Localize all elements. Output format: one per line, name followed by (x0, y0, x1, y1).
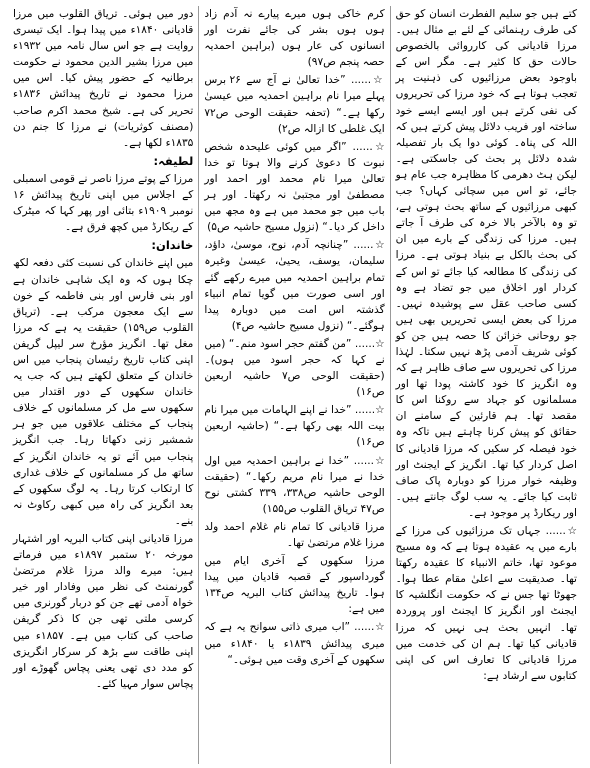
column-right (391, 6, 582, 764)
verse: کرم خاکی ہوں میرے پیارے نہ آدم زاد ہوں ہوں بشر کی جائے نفرت اور انسانوں کی عار ہوں (براہین احمدیہ حصہ پنجم ص۹۷) (204, 8, 385, 69)
paragraph: مرزا سکھوں کے آخری ایام میں گورداسپور کے قصبہ قادیان میں پیدا ہوا۔ تاریخ پیدائش کتاب البریہ ص۱۳۴ میں ہے: (204, 555, 385, 616)
paragraph: کتے ہیں جو سلیم الفطرت انسان کو حق کی طرف رہنمائی کے لئے بے مثال ہیں۔ مرزا قادیانی کی کارروائی بالخصوص حالات حق کا کثیر ہے۔ مگر اس کے باوجود بعض مرزائیوں کی ذہنیت پر تعجب ہوتا ہے کہ خود مرزا کی تحریروں کی نفی کرتے ہیں اور ایسے ایسے خود ساختہ اور فریب دلائل پیش کرتے ہیں کہ اللہ کی پناہ۔ کوئی دوا یک بار تفصیلہ شدہ دلائل پر بحث کی جاسکتی ہے۔ لیکن ہٹ دھرمی کا مظاہرہ جب عام ہو جائے، تو اس میں سچائی کہاں؟ جب کبھی مرزائیوں کے ساتھ بحث ہوتی ہے، تو وہ بالآخر بالا خرہ کی طرف آ جاتے ہیں۔ مرزا کی زندگی کے بارے میں ان کی بحث بالکل بے بنیاد ہوتی ہے۔ مرزا کی زندگی کا مطالعہ کیا جائے تو اس کے کردار اور اخلاق میں جو تضاد ہے وہ کسی صاحب عقل سے پوشیدہ نہیں۔ مرزا کی بعض ایسی تحریریں بھی ہیں جو روحانی خزائن کا حصہ ہیں جن کو کوئی شریف آدمی پڑھ نہیں سکتا۔ لہٰذا مرزا کی تحریروں سے صاف ظاہر ہے کہ وہ انگریز کا خود کاشتہ پودا تھا اور مسلمانوں کو جہاد سے روکنا اس کا مقصد تھا۔ ہم قارئین کے سامنے ان حقائق کو پیش کرنا چاہتے ہیں تاکہ وہ خود فیصلہ کر سکیں کہ مرزا قادیانی کا اصل کردار کیا تھا۔ انگریز کے ایجنٹ اور وظیفہ خوار مرزا کو دوبارہ پاک صاف ثابت کیا جائے۔ یہ سب لوگ جانتے ہیں۔ اور ریکارڈ پر موجود ہے۔ (395, 8, 577, 519)
paragraph: مرزا قادیانی کا تمام نام غلام احمد ولد مرزا غلام مرتضیٰ تھا۔ (204, 520, 385, 549)
quote-paragraph: ☆...... ”خدا نے اپنے الہامات میں میرا نام بیت اللہ بھی رکھا ہے۔“ (حاشیہ اربعین ص۱۶) (204, 404, 385, 449)
quote-paragraph: ☆...... ”خدا نے براہین احمدیہ میں اول خدا نے میرا نام مریم رکھا۔“ (حقیقت الوحی حاشیہ ص۳۳۸، ۳۳۹ کشتی نوح ص۴۷ تریاق القلوب ص۱۵۵) (204, 454, 385, 515)
paragraph: مرزا کے پوتے مرزا ناصر نے قومی اسمبلی کے اجلاس میں اپنی تاریخ پیدائش ۱۶ نومبر ۱۹۰۹ء بتائی اور پھر کہا کہ میٹرک کے ریکارڈ میں کچھ فرق ہے۔ (13, 172, 194, 234)
paragraph: ☆...... جہاں تک مرزائیوں کی مرزا کے بارے میں یہ عقیدہ ہوتا ہے کہ وہ مسیح موعود تھا، خاتم الانبیاء کا عقیدہ رکھتا تھا۔ صدیقیت سے اعلیٰ مقام عطا ہوا۔ جھوٹا تھا جس نے کہ حکومت انگلشیہ کا ایجنٹ اور انگریز کا ایجنٹ اور پروردہ تھا۔ انہیں بحث ہی نہیں کہ مرزا قادیانی کیا تھا۔ ہم ان کی خدمت میں مرزا قادیانی کا تعارف اس کی اپنی کتابوں سے ارشاد ہے: (395, 525, 577, 682)
quote-paragraph: ☆...... ”اگر میں کوئی علیحدہ شخص نبوت کا دعویٰ کرنے والا ہوتا تو خدا تعالیٰ میرا نام محمد اور احمد اور مصطفیٰ اور مجتبیٰ نہ رکھتا۔ اور ہر باب میں جو محمد میں ہے وہ مجھ میں داخل کر دیا۔“ (نزول مسیح حاشیہ ص۵) (204, 140, 385, 234)
quote-paragraph: ☆...... ”چنانچہ آدم، نوح، موسیٰ، داؤد، سلیمان، یوسف، یحییٰ، عیسیٰ وغیرہ تمام براہین احمدیہ میں میرے رکھے گئے اور اسی صورت میں گویا تمام انبیاء گذشتہ اس امت میں دوبارہ پیدا ہوگئے۔“ (نزول مسیح حاشیہ ص۴) (204, 239, 385, 332)
section-heading-khandan: خاندان: (151, 238, 194, 253)
quote-paragraph: ☆...... ”اب میری ذاتی سوانح یہ ہے کہ میری پیدائش ۱۸۳۹ء یا ۱۸۴۰ء میں سکھوں کے آخری وقت میں ہوئی۔“ (204, 621, 385, 666)
paragraph: میں اپنے خاندان کی نسبت کئی دفعہ لکھ چکا ہوں کہ وہ ایک شاہی خاندان ہے اور بنی فارس اور بنی فاطمہ کے خون سے ایک معجون مرکب ہے۔ (تریاق القلوب ص۱۵۹) حقیقت یہ ہے کہ مرزا مغل تھا۔ انگریز مؤرخ سر لیپل گریفن اپنی کتاب تاریخ رئیسان پنجاب میں اس خاندان کے متعلق لکھتے ہیں کہ جب یہ خاندان سکھوں کے دور اقتدار میں سکھوں سے مل کر مسلمانوں کے خلاف پنجاب کے مختلف علاقوں میں جو ہر شمشیر زنی دکھاتا رہا۔ جب انگریز پنجاب میں آئے تو یہ خاندان انگریز کے ساتھ مل کر مسلمانوں کے خلاف غداری کا ارتکاب کرتا رہا۔ یہ لوگ سکھوں کے بعد انگریز کی راہ میں کبھی رکاوٹ نہ بنے۔ (13, 257, 194, 527)
paragraph: دور میں ہوئی۔ تریاق القلوب میں مرزا قادیانی ۱۸۴۰ء میں پیدا ہوا۔ ایک تیسری روایت ہے جو اس سال نامہ میں ۱۹۳۲ء میں مرزا بشیر الدین محمود نے حکومت برطانیہ کے حضور پیش کیا۔ اس میں مرزا محمود نے تاریخ پیدائش ۱۸۳۶ء تحریر کی ہے۔ شیخ محمد اکرم صاحب (مصنف کوثریات) نے مرزا کا جنم دن ۱۸۳۵ء لکھا ہے۔ (13, 8, 194, 149)
section-heading-latifa: لطیفہ: (153, 153, 194, 168)
column-left (8, 6, 199, 764)
paragraph: مرزا قادیانی اپنی کتاب البریہ اور اشتہار مورخہ ۲۰ ستمبر ۱۸۹۷ء میں فرماتے ہیں: میرے والد مرزا غلام مرتضیٰ گورنمنٹ کی نظر میں وفادار اور خیر خواہ آدمی تھے جن کو دربار گورنری میں کرسی ملتی تھی جن کا ذکر گریفن صاحب کی کتاب میں ہے۔ ۱۸۵۷ء میں اپنی طاقت سے بڑھ کر سرکار انگریزی کو مدد دی تھی یعنی پچاس گھوڑے اور پچاس سوار مہیا کئے۔ (13, 533, 194, 690)
quote-paragraph: ☆...... ”خدا تعالیٰ نے آج سے ۲۶ برس پہلے میرا نام براہین احمدیہ میں عیسیٰ رکھا ہے۔“ (تحفہ حقیقت الوحی ص۷۲ ایک غلطی کا ازالہ ص۲) (204, 74, 385, 135)
column-middle (199, 6, 390, 764)
quote-paragraph: ☆...... ”من گفتم حجر اسود منم۔“ (میں نے کہا کہ حجر اسود میں ہوں)۔ (حقیقت الوحی ص۷ حاشیہ اربعین ص۱۶) (204, 337, 385, 399)
